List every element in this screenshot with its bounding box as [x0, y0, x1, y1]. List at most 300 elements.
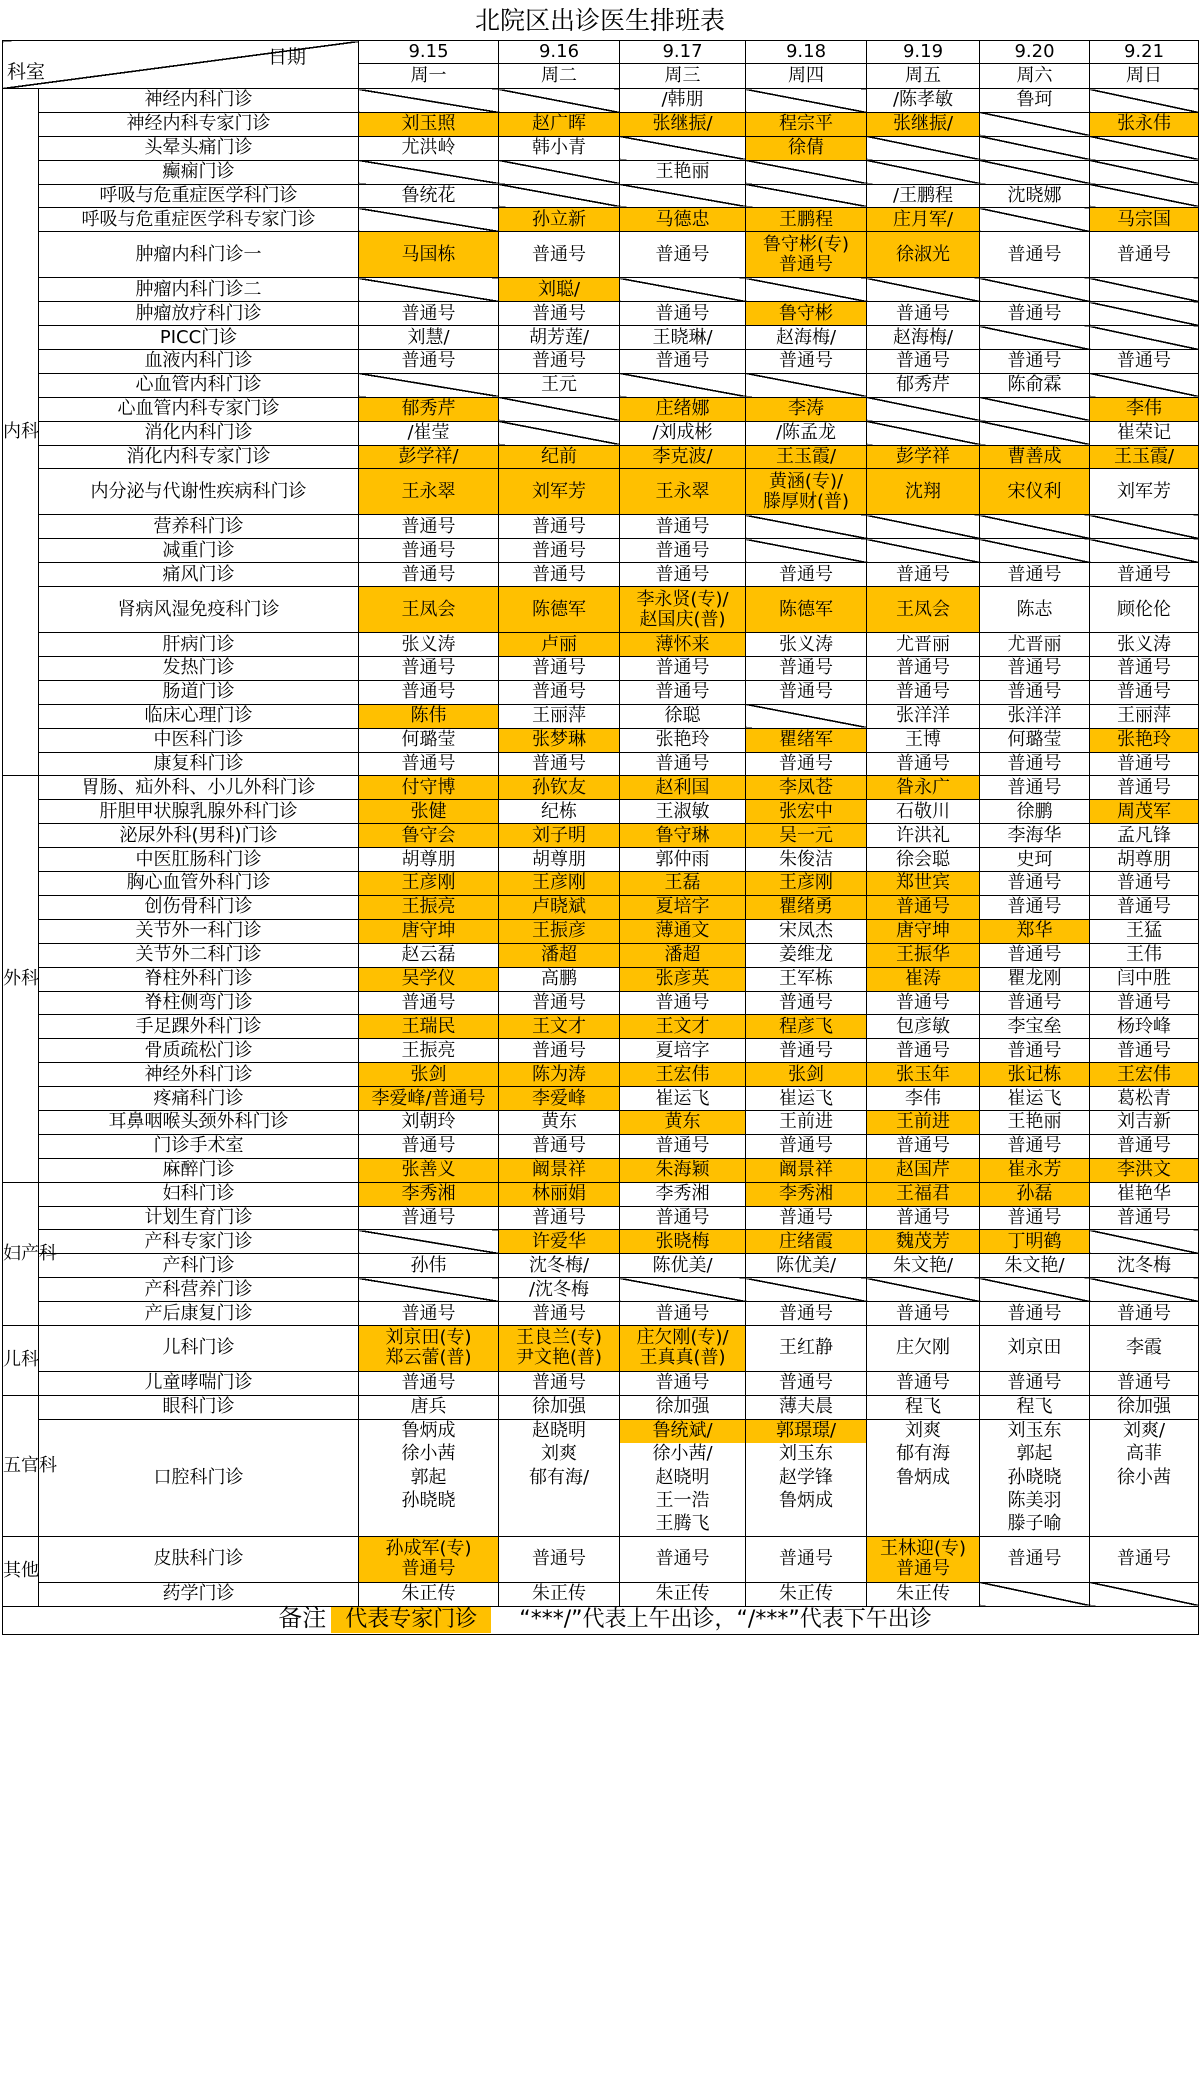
schedule-cell: [980, 326, 1090, 350]
schedule-cell: 程飞: [867, 1395, 980, 1419]
schedule-cell: 刘聪/: [499, 278, 620, 302]
schedule-cell: 王腾飞: [620, 1513, 746, 1536]
cell-line: 王林迎(专): [879, 1538, 967, 1560]
schedule-cell: 李爱峰: [499, 1087, 620, 1111]
schedule-cell: 普通号: [620, 1206, 746, 1230]
schedule-cell: 普通号: [359, 1206, 499, 1230]
department-name: 血液内科门诊: [39, 350, 359, 374]
schedule-cell: [499, 1513, 620, 1536]
schedule-cell: 普通号: [746, 657, 867, 681]
schedule-cell: 普通号: [499, 1206, 620, 1230]
schedule-cell: 庄绪娜: [620, 397, 746, 421]
cell-line: 王真真(普): [639, 1347, 726, 1369]
department-name: 心血管内科门诊: [39, 373, 359, 397]
schedule-cell: 朱正传: [620, 1582, 746, 1606]
schedule-cell: [980, 515, 1090, 539]
schedule-cell: 普通号: [359, 515, 499, 539]
schedule-row: [3, 1110, 1199, 1134]
schedule-cell: 普通号: [620, 1134, 746, 1158]
schedule-cell: 普通号: [359, 1302, 499, 1326]
schedule-cell: [746, 1513, 867, 1536]
department-name: 口腔科门诊: [39, 1419, 359, 1536]
schedule-cell: 普通号: [980, 943, 1090, 967]
schedule-cell: [359, 160, 499, 184]
schedule-cell: 陈德军: [499, 587, 620, 633]
schedule-cell: 普通号: [867, 991, 980, 1015]
schedule-cell: [499, 397, 620, 421]
schedule-row: [3, 373, 1199, 397]
schedule-cell: 顾伦伦: [1090, 587, 1199, 633]
schedule-cell: 尤洪岭: [359, 136, 499, 160]
schedule-cell: 鲁炳成: [359, 1419, 499, 1442]
schedule-cell: [746, 515, 867, 539]
schedule-row: [3, 776, 1199, 800]
schedule-cell: 庄欠刚: [867, 1325, 980, 1371]
schedule-cell: [746, 539, 867, 563]
schedule-cell: [746, 278, 867, 302]
date-label: 日期: [267, 46, 306, 68]
schedule-cell: 朱正传: [359, 1582, 499, 1606]
schedule-cell: 薄通文: [620, 919, 746, 943]
weekday-header: 周二: [499, 64, 620, 89]
schedule-cell: 吴一元: [746, 824, 867, 848]
schedule-cell: 王福君: [867, 1182, 980, 1206]
schedule-cell: 郑华: [980, 919, 1090, 943]
department-name: 产科专家门诊: [39, 1230, 359, 1254]
schedule-cell: [1090, 1230, 1199, 1254]
schedule-cell: 普通号: [1090, 991, 1199, 1015]
schedule-cell: 王红静: [746, 1325, 867, 1371]
schedule-cell: 张梦琳: [499, 728, 620, 752]
schedule-cell: 许洪礼: [867, 824, 980, 848]
schedule-cell: [359, 208, 499, 232]
schedule-cell: [867, 1278, 980, 1302]
header-corner: [3, 41, 359, 89]
schedule-cell: 李宝垒: [980, 1015, 1090, 1039]
schedule-cell: 普通号: [359, 1371, 499, 1395]
schedule-cell: [980, 278, 1090, 302]
schedule-cell: [359, 1230, 499, 1254]
schedule-cell: 葛松青: [1090, 1087, 1199, 1111]
schedule-row: [3, 1134, 1199, 1158]
schedule-cell: 纪栋: [499, 800, 620, 824]
schedule-cell: [1090, 1278, 1199, 1302]
schedule-cell: [359, 1536, 499, 1582]
schedule-cell: 宋凤杰: [746, 919, 867, 943]
schedule-cell: 普通号: [867, 1302, 980, 1326]
schedule-cell: [620, 278, 746, 302]
schedule-cell: 李涛: [746, 397, 867, 421]
cell-line: 李永贤(专)/: [636, 588, 729, 610]
schedule-cell: 瞿绪军: [746, 728, 867, 752]
department-name: 肝病门诊: [39, 633, 359, 657]
schedule-cell: 陈优美/: [620, 1254, 746, 1278]
schedule-cell: 赵广晖: [499, 112, 620, 136]
schedule-cell: 普通号: [620, 515, 746, 539]
schedule-cell: 王前进: [867, 1110, 980, 1134]
schedule-cell: 普通号: [980, 657, 1090, 681]
schedule-cell: 何璐莹: [980, 728, 1090, 752]
cell-line: 庄欠刚(专)/: [636, 1327, 729, 1349]
schedule-cell: 普通号: [980, 232, 1090, 278]
schedule-cell: 陈俞霖: [980, 373, 1090, 397]
schedule-cell: /陈孟龙: [746, 421, 867, 445]
schedule-cell: 刘玉照: [359, 112, 499, 136]
schedule-cell: 孙立新: [499, 208, 620, 232]
schedule-cell: 普通号: [980, 1206, 1090, 1230]
schedule-cell: 胡尊朋: [499, 848, 620, 872]
schedule-cell: 普通号: [499, 657, 620, 681]
schedule-cell: 瞿龙刚: [980, 967, 1090, 991]
schedule-cell: 徐加强: [1090, 1395, 1199, 1419]
schedule-cell: 黄东: [620, 1110, 746, 1134]
date-header: 9.19: [867, 41, 980, 64]
schedule-cell: 张继振/: [620, 112, 746, 136]
schedule-cell: 夏培字: [620, 895, 746, 919]
schedule-cell: 崔运飞: [980, 1087, 1090, 1111]
schedule-cell: 高菲: [1090, 1443, 1199, 1466]
schedule-cell: 郁有海: [867, 1443, 980, 1466]
schedule-row: [3, 232, 1199, 278]
schedule-row: [3, 421, 1199, 445]
schedule-cell: [867, 539, 980, 563]
schedule-cell: [499, 1489, 620, 1512]
department-name: 呼吸与危重症医学科专家门诊: [39, 208, 359, 232]
department-name: 儿科门诊: [39, 1325, 359, 1371]
schedule-cell: 何璐莹: [359, 728, 499, 752]
schedule-cell: 普通号: [746, 991, 867, 1015]
schedule-cell: 王丽萍: [1090, 704, 1199, 728]
weekday-header: 周五: [867, 64, 980, 89]
schedule-cell: 王博: [867, 728, 980, 752]
schedule-cell: [746, 1278, 867, 1302]
cell-line: 孙成军(专): [385, 1538, 472, 1560]
schedule-cell: 普通号: [620, 1536, 746, 1582]
schedule-row: [3, 919, 1199, 943]
schedule-cell: 赵海梅/: [746, 326, 867, 350]
category-label: 内科: [3, 89, 39, 776]
schedule-cell: 赵学锋: [746, 1466, 867, 1489]
schedule-cell: [980, 112, 1090, 136]
schedule-cell: 普通号: [867, 1039, 980, 1063]
schedule-cell: 张洋洋: [867, 704, 980, 728]
schedule-cell: [746, 184, 867, 208]
schedule-cell: 王永翠: [359, 469, 499, 515]
schedule-cell: 普通号: [620, 350, 746, 374]
schedule-cell: 普通号: [980, 895, 1090, 919]
schedule-cell: 薄夫晨: [746, 1395, 867, 1419]
schedule-cell: 张艳玲: [1090, 728, 1199, 752]
schedule-row: [3, 184, 1199, 208]
cell-line: 刘京田(专): [385, 1327, 472, 1349]
department-name: 康复科门诊: [39, 752, 359, 776]
weekday-header: 周六: [980, 64, 1090, 89]
schedule-cell: 刘子明: [499, 824, 620, 848]
schedule-row: [3, 657, 1199, 681]
schedule-row: [3, 1063, 1199, 1087]
schedule-cell: 刘慧/: [359, 326, 499, 350]
schedule-cell: [1090, 373, 1199, 397]
schedule-cell: 普通号: [980, 1536, 1090, 1582]
schedule-cell: 陈德军: [746, 587, 867, 633]
schedule-cell: 普通号: [1090, 1134, 1199, 1158]
schedule-cell: 沈冬梅/: [499, 1254, 620, 1278]
schedule-cell: 鲁守彬: [746, 302, 867, 326]
schedule-cell: 普通号: [980, 872, 1090, 896]
schedule-cell: 普通号: [620, 1371, 746, 1395]
schedule-cell: [620, 136, 746, 160]
department-name: 肠道门诊: [39, 680, 359, 704]
schedule-cell: [499, 184, 620, 208]
schedule-cell: [980, 1582, 1090, 1606]
schedule-cell: [499, 421, 620, 445]
schedule-cell: [867, 1489, 980, 1512]
date-header: 9.20: [980, 41, 1090, 64]
schedule-cell: 普通号: [980, 1134, 1090, 1158]
schedule-cell: 李秀湘: [359, 1182, 499, 1206]
schedule-cell: 鲁炳成: [867, 1466, 980, 1489]
department-name: 消化内科门诊: [39, 421, 359, 445]
cell-line: 黄涵(专)/: [768, 470, 844, 492]
schedule-cell: [1090, 278, 1199, 302]
department-name: 营养科门诊: [39, 515, 359, 539]
department-name: 临床心理门诊: [39, 704, 359, 728]
dept-label: 科室: [7, 61, 46, 83]
schedule-cell: 夏培字: [620, 1039, 746, 1063]
schedule-cell: [1090, 136, 1199, 160]
schedule-cell: 普通号: [1090, 752, 1199, 776]
schedule-cell: 刘军芳: [499, 469, 620, 515]
schedule-cell: 孙晓晓: [980, 1466, 1090, 1489]
note-cell: [3, 1606, 1199, 1634]
schedule-cell: [980, 397, 1090, 421]
schedule-cell: 李洪文: [1090, 1158, 1199, 1182]
schedule-cell: 王振亮: [359, 1039, 499, 1063]
schedule-cell: 普通号: [1090, 232, 1199, 278]
schedule-cell: 普通号: [359, 680, 499, 704]
schedule-cell: 普通号: [1090, 872, 1199, 896]
department-name: 脊柱外科门诊: [39, 967, 359, 991]
schedule-cell: 普通号: [359, 350, 499, 374]
schedule-cell: 沈冬梅: [1090, 1254, 1199, 1278]
schedule-cell: [746, 469, 867, 515]
schedule-cell: [499, 89, 620, 113]
schedule-cell: 鲁炳成: [746, 1489, 867, 1512]
department-name: 中医科门诊: [39, 728, 359, 752]
department-name: 癫痫门诊: [39, 160, 359, 184]
schedule-row: [3, 872, 1199, 896]
schedule-cell: [867, 515, 980, 539]
schedule-row: [3, 895, 1199, 919]
schedule-cell: 普通号: [746, 350, 867, 374]
schedule-cell: [1090, 1582, 1199, 1606]
schedule-cell: 普通号: [746, 1134, 867, 1158]
schedule-cell: 普通号: [746, 563, 867, 587]
schedule-cell: 普通号: [746, 1039, 867, 1063]
schedule-cell: [359, 373, 499, 397]
schedule-cell: 普通号: [980, 680, 1090, 704]
expert-legend-swatch: 代表专家门诊: [331, 1607, 491, 1633]
department-name: 药学门诊: [39, 1582, 359, 1606]
schedule-cell: /王鹏程: [867, 184, 980, 208]
schedule-cell: 崔运飞: [746, 1087, 867, 1111]
schedule-cell: 赵晓明: [620, 1466, 746, 1489]
schedule-cell: [1090, 326, 1199, 350]
schedule-row: [3, 1371, 1199, 1395]
schedule-cell: 王振华: [867, 943, 980, 967]
schedule-cell: 朱正传: [867, 1582, 980, 1606]
schedule-cell: 张剑: [746, 1063, 867, 1087]
schedule-cell: 胡尊朋: [359, 848, 499, 872]
schedule-cell: [746, 704, 867, 728]
schedule-cell: 普通号: [980, 350, 1090, 374]
cell-line: 鲁守彬(专): [762, 233, 850, 255]
schedule-cell: 付守博: [359, 776, 499, 800]
schedule-cell: [620, 587, 746, 633]
schedule-cell: 史珂: [980, 848, 1090, 872]
schedule-row: [3, 326, 1199, 350]
schedule-cell: [980, 421, 1090, 445]
schedule-cell: 丁明鹤: [980, 1230, 1090, 1254]
schedule-cell: 李海华: [980, 824, 1090, 848]
schedule-cell: 郁秀芹: [359, 397, 499, 421]
schedule-row: [3, 302, 1199, 326]
schedule-cell: 普通号: [499, 563, 620, 587]
schedule-cell: 刘爽: [867, 1419, 980, 1442]
date-header: 9.18: [746, 41, 867, 64]
schedule-cell: 张义涛: [1090, 633, 1199, 657]
schedule-cell: 鲁珂: [980, 89, 1090, 113]
schedule-row: [3, 563, 1199, 587]
cell-line: 滕厚财(普): [762, 490, 850, 512]
department-name: 耳鼻咽喉头颈外科门诊: [39, 1110, 359, 1134]
schedule-cell: 张玉年: [867, 1063, 980, 1087]
department-name: 心血管内科专家门诊: [39, 397, 359, 421]
department-name: 发热门诊: [39, 657, 359, 681]
schedule-cell: /崔莹: [359, 421, 499, 445]
schedule-cell: 普通号: [620, 991, 746, 1015]
oral-schedule-row: [3, 1419, 1199, 1442]
schedule-row: [3, 1015, 1199, 1039]
schedule-row: [3, 469, 1199, 515]
schedule-cell: 昝永广: [867, 776, 980, 800]
department-name: 肝胆甲状腺乳腺外科门诊: [39, 800, 359, 824]
header-row-dates: [3, 41, 1199, 64]
schedule-row: [3, 1039, 1199, 1063]
schedule-cell: 潘超: [620, 943, 746, 967]
schedule-cell: 普通号: [980, 1039, 1090, 1063]
schedule-cell: [980, 136, 1090, 160]
schedule-cell: 王彦刚: [359, 872, 499, 896]
schedule-cell: [980, 160, 1090, 184]
schedule-cell: 马德忠: [620, 208, 746, 232]
department-name: 胃肠、疝外科、小儿外科门诊: [39, 776, 359, 800]
schedule-cell: [867, 397, 980, 421]
schedule-cell: 王凤会: [867, 587, 980, 633]
schedule-cell: 普通号: [867, 657, 980, 681]
department-name: 门诊手术室: [39, 1134, 359, 1158]
schedule-cell: 王晓琳/: [620, 326, 746, 350]
schedule-cell: 李克波/: [620, 445, 746, 469]
schedule-cell: 普通号: [499, 515, 620, 539]
schedule-cell: 张彦英: [620, 967, 746, 991]
schedule-cell: 程彦飞: [746, 1015, 867, 1039]
schedule-cell: 孟凡锋: [1090, 824, 1199, 848]
department-name: 产后康复门诊: [39, 1302, 359, 1326]
schedule-cell: 张宏中: [746, 800, 867, 824]
schedule-cell: [1090, 160, 1199, 184]
schedule-cell: 张永伟: [1090, 112, 1199, 136]
schedule-row: [3, 1254, 1199, 1278]
schedule-cell: 李秀湘: [620, 1182, 746, 1206]
schedule-cell: 唐守坤: [359, 919, 499, 943]
schedule-cell: 李霞: [1090, 1325, 1199, 1371]
schedule-cell: 王彦刚: [746, 872, 867, 896]
schedule-cell: 普通号: [620, 232, 746, 278]
schedule-cell: 普通号: [980, 1371, 1090, 1395]
schedule-cell: 崔荣记: [1090, 421, 1199, 445]
schedule-cell: [867, 278, 980, 302]
schedule-cell: 普通号: [620, 752, 746, 776]
schedule-cell: [980, 1278, 1090, 1302]
schedule-cell: 鲁统花: [359, 184, 499, 208]
schedule-cell: 张艳玲: [620, 728, 746, 752]
department-name: 脊柱侧弯门诊: [39, 991, 359, 1015]
schedule-cell: 徐倩: [746, 136, 867, 160]
schedule-cell: 王艳丽: [620, 160, 746, 184]
schedule-cell: 庄月军/: [867, 208, 980, 232]
schedule-cell: [867, 421, 980, 445]
schedule-cell: 陈为涛: [499, 1063, 620, 1087]
schedule-cell: 卢晓斌: [499, 895, 620, 919]
schedule-cell: 普通号: [359, 1134, 499, 1158]
department-name: 头晕头痛门诊: [39, 136, 359, 160]
schedule-row: [3, 967, 1199, 991]
schedule-cell: 普通号: [980, 563, 1090, 587]
schedule-cell: 张剑: [359, 1063, 499, 1087]
schedule-row: [3, 278, 1199, 302]
schedule-cell: 普通号: [867, 752, 980, 776]
schedule-row: [3, 587, 1199, 633]
schedule-cell: 潘超: [499, 943, 620, 967]
department-name: 肿瘤放疗科门诊: [39, 302, 359, 326]
schedule-cell: 李凤苍: [746, 776, 867, 800]
schedule-cell: 闫中胜: [1090, 967, 1199, 991]
schedule-cell: 普通号: [620, 302, 746, 326]
schedule-row: [3, 943, 1199, 967]
schedule-cell: 普通号: [359, 657, 499, 681]
schedule-cell: [980, 208, 1090, 232]
schedule-cell: 王鹏程: [746, 208, 867, 232]
schedule-cell: 张义涛: [746, 633, 867, 657]
schedule-cell: 郁有海/: [499, 1466, 620, 1489]
schedule-cell: 普通号: [620, 563, 746, 587]
schedule-cell: 普通号: [980, 776, 1090, 800]
schedule-cell: 普通号: [1090, 895, 1199, 919]
schedule-cell: 刘玉东: [746, 1443, 867, 1466]
schedule-cell: 陈美羽: [980, 1489, 1090, 1512]
schedule-cell: 徐小茜: [1090, 1466, 1199, 1489]
schedule-cell: 庄绪霞: [746, 1230, 867, 1254]
schedule-cell: 阚景祥: [746, 1158, 867, 1182]
schedule-cell: 王永翠: [620, 469, 746, 515]
schedule-row: [3, 1302, 1199, 1326]
schedule-cell: 普通号: [359, 991, 499, 1015]
schedule-cell: 魏茂芳: [867, 1230, 980, 1254]
schedule-cell: 朱文艳/: [980, 1254, 1090, 1278]
schedule-cell: 普通号: [359, 563, 499, 587]
schedule-cell: 沈翔: [867, 469, 980, 515]
